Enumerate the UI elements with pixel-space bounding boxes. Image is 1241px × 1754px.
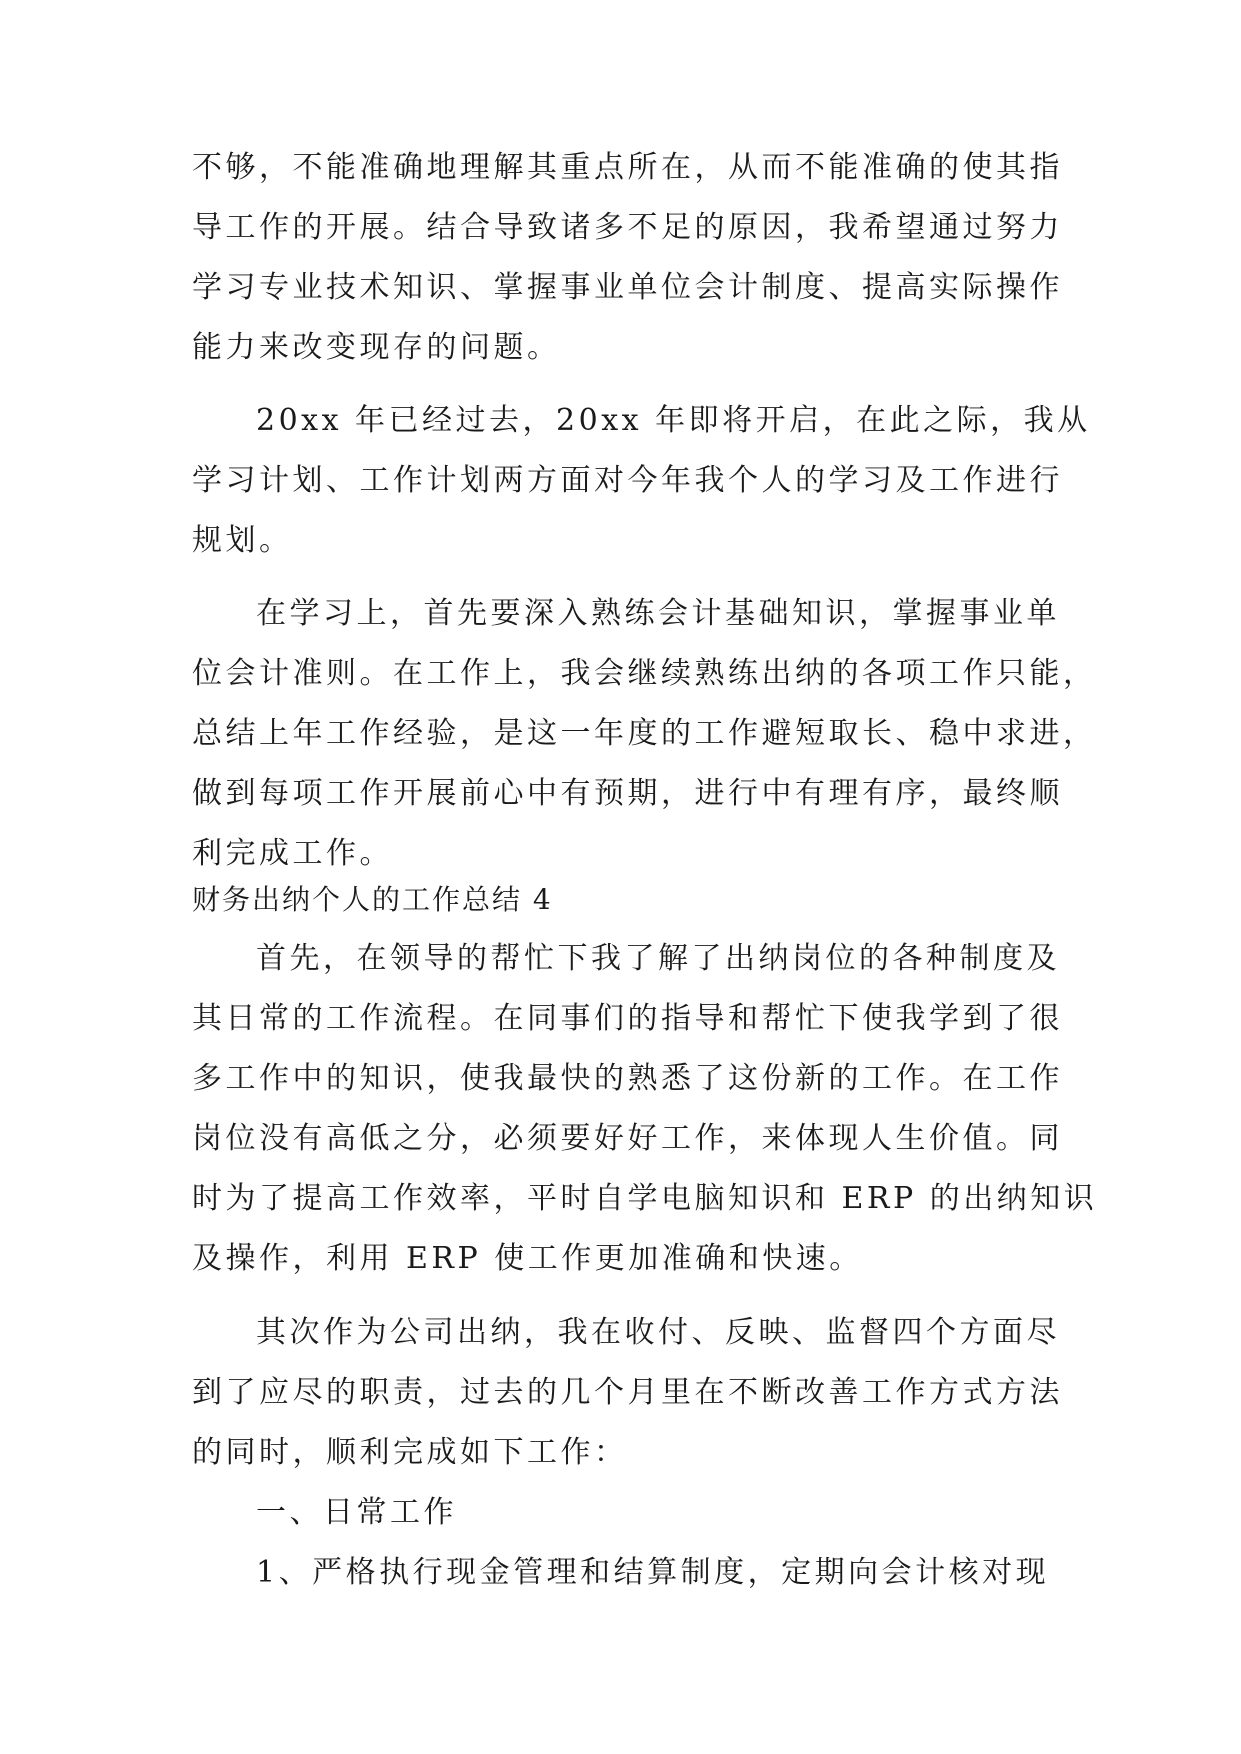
paragraph-line: 利完成工作。	[192, 836, 393, 871]
paragraph-line: 不够，不能准确地理解其重点所在，从而不能准确的使其指	[192, 150, 1063, 185]
paragraph-line: 导工作的开展。结合导致诸多不足的原因，我希望通过努力	[192, 210, 1063, 245]
paragraph-line: 做到每项工作开展前心中有预期，进行中有理有序，最终顺	[192, 776, 1063, 811]
paragraph-line: 20xx 年已经过去，20xx 年即将开启，在此之际，我从	[256, 403, 1091, 438]
paragraph-line: 学习计划、工作计划两方面对今年我个人的学习及工作进行	[192, 463, 1063, 498]
paragraph-line: 的同时，顺利完成如下工作：	[192, 1435, 628, 1470]
paragraph-line: 在学习上，首先要深入熟练会计基础知识，掌握事业单	[256, 596, 1060, 631]
paragraph-line: 首先，在领导的帮忙下我了解了出纳岗位的各种制度及	[256, 941, 1060, 976]
paragraph-line: 能力来改变现存的问题。	[192, 330, 561, 365]
paragraph-line: 规划。	[192, 523, 293, 558]
paragraph-line: 其日常的工作流程。在同事们的指导和帮忙下使我学到了很	[192, 1001, 1063, 1036]
list-heading: 一、日常工作	[256, 1495, 457, 1530]
paragraph-line: 总结上年工作经验，是这一年度的工作避短取长、稳中求进，	[192, 716, 1097, 751]
paragraph-line: 到了应尽的职责，过去的几个月里在不断改善工作方式方法	[192, 1375, 1063, 1410]
paragraph-line: 岗位没有高低之分，必须要好好工作，来体现人生价值。同	[192, 1121, 1063, 1156]
paragraph-line: 多工作中的知识，使我最快的熟悉了这份新的工作。在工作	[192, 1061, 1063, 1096]
paragraph-line: 1、严格执行现金管理和结算制度，定期向会计核对现	[256, 1555, 1050, 1590]
paragraph-line: 位会计准则。在工作上，我会继续熟练出纳的各项工作只能，	[192, 656, 1097, 691]
paragraph-line: 其次作为公司出纳，我在收付、反映、监督四个方面尽	[256, 1315, 1060, 1350]
paragraph-line: 及操作，利用 ERP 使工作更加准确和快速。	[192, 1241, 863, 1276]
paragraph-line: 学习专业技术知识、掌握事业单位会计制度、提高实际操作	[192, 270, 1063, 305]
paragraph-line: 时为了提高工作效率，平时自学电脑知识和 ERP 的出纳知识	[192, 1181, 1098, 1216]
section-title: 财务出纳个人的工作总结 4	[192, 883, 553, 916]
